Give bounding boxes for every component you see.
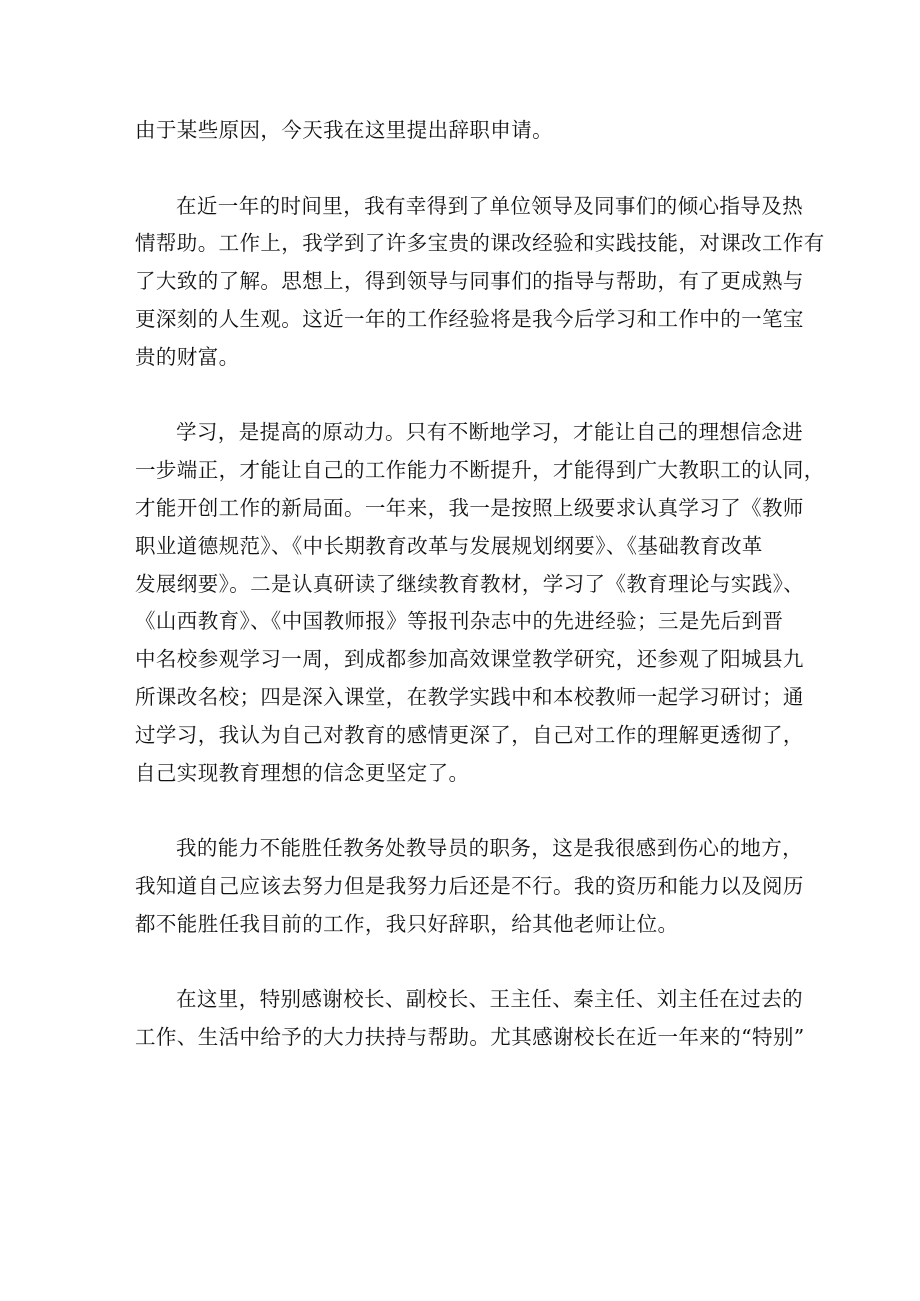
paragraph-line: 所课改名校；四是深入课堂，在教学实践中和本校教师一起学习研讨；通	[135, 684, 804, 709]
paragraph-line: 发展纲要》。二是认真研读了继续教育教材，学习了《教育理论与实践》、	[135, 571, 805, 596]
paragraph-line: 一步端正，才能让自己的工作能力不断提升，才能得到广大教职工的认同，	[135, 458, 825, 483]
paragraph-line: 自己实现教育理想的信念更坚定了。	[135, 760, 470, 785]
paragraph-line: 工作、生活中给予的大力扶持与帮助。尤其感谢校长在近一年来的“特别”	[135, 1025, 805, 1050]
paragraph-line: 过学习，我认为自己对教育的感情更深了，自己对工作的理解更透彻了，	[135, 722, 804, 747]
paragraph-line: 我的能力不能胜任教务处教导员的职务，这是我很感到伤心的地方，	[176, 836, 803, 861]
paragraph-line: 更深刻的人生观。这近一年的工作经验将是我今后学习和工作中的一笔宝	[135, 306, 804, 331]
paragraph-line: 职业道德规范》、《中长期教育改革与发展规划纲要》、《基础教育改革	[135, 533, 763, 558]
paragraph-line: 才能开创工作的新局面。一年来，我一是按照上级要求认真学习了《教师	[135, 495, 804, 520]
paragraph-line: 在近一年的时间里，我有幸得到了单位领导及同事们的倾心指导及热	[176, 193, 803, 218]
paragraph-3	[135, 414, 825, 792]
paragraph-4	[135, 830, 804, 943]
paragraph-line: 学习，是提高的原动力。只有不断地学习，才能让自己的理想信念进	[176, 420, 803, 445]
paragraph-line: 了大致的了解。思想上，得到领导与同事们的指导与帮助，有了更成熟与	[135, 269, 804, 294]
paragraph-line: 在这里，特别感谢校长、副校长、王主任、秦主任、刘主任在过去的	[176, 987, 803, 1012]
paragraph-line: 贵的财富。	[135, 344, 240, 369]
paragraph-1	[135, 112, 783, 150]
paragraph-5	[135, 981, 805, 1057]
paragraph-line: 都不能胜任我目前的工作，我只好辞职，给其他老师让位。	[135, 911, 679, 936]
paragraph-line: 我知道自己应该去努力但是我努力后还是不行。我的资历和能力以及阅历	[135, 873, 804, 898]
paragraph-2	[135, 188, 825, 377]
letter-body	[135, 112, 825, 1095]
paragraph-line: 由于某些原因，今天我在这里提出辞职申请。	[135, 118, 553, 142]
paragraph-line: 中名校参观学习一周，到成都参加高效课堂教学研究，还参观了阳城县九	[135, 647, 804, 672]
paragraph-line: 情帮助。工作上，我学到了许多宝贵的课改经验和实践技能，对课改工作有	[135, 231, 825, 256]
paragraph-line: 《山西教育》、《中国教师报》等报刊杂志中的先进经验；三是先后到晋	[135, 609, 784, 634]
